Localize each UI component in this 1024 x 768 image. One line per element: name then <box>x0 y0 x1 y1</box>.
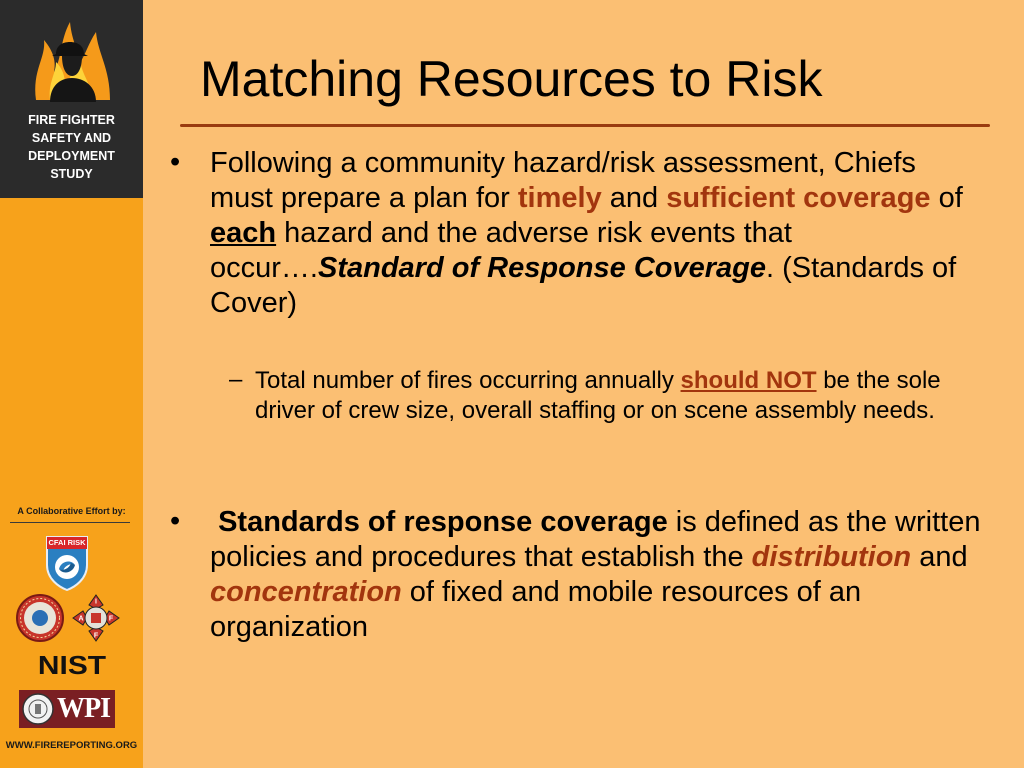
each-emphasis: each <box>210 217 277 249</box>
study-title-line: STUDY <box>50 167 93 181</box>
iaff-letter: F <box>108 615 114 623</box>
wpi-label: WPI <box>57 693 110 724</box>
slide-title: Matching Resources to Risk <box>200 51 823 107</box>
sub-bullet-text: Total number of fires occurring annually <box>255 367 681 394</box>
bullet-2 <box>210 505 1000 645</box>
standards-lead: Standards of response coverage <box>218 506 668 538</box>
study-title <box>0 111 143 183</box>
concentration-emphasis: concentration <box>210 576 402 608</box>
website-url: WWW.FIREREPORTING.ORG <box>5 740 138 751</box>
study-title-line: SAFETY AND <box>31 131 112 145</box>
iaff-letter: A <box>78 615 84 623</box>
bullet-marker: • <box>170 146 181 178</box>
nist-logo: NIST <box>37 650 107 680</box>
study-title-line: FIRE FIGHTER <box>28 113 115 127</box>
sub-bullet <box>255 366 1000 426</box>
bullet-1 <box>210 146 980 321</box>
sidebar-header <box>0 0 143 198</box>
cfai-risk-label: CFAI RISK <box>48 538 86 547</box>
iaff-maltese-cross-icon <box>71 593 121 643</box>
iaff-letter: I <box>95 598 97 606</box>
timely-emphasis: timely <box>517 182 602 214</box>
iaff-letter: F <box>93 632 99 640</box>
sidebar <box>0 0 143 768</box>
bullet-1-text: hazard and the adverse risk events that occur…. <box>210 217 792 284</box>
sufficient-coverage-emphasis: sufficient coverage <box>666 182 931 214</box>
wpi-logo <box>19 690 115 728</box>
bullet-2-text: of fixed and mobile resources of an organization <box>210 576 862 643</box>
standard-of-response-coverage: Standard of Response Coverage <box>317 252 766 284</box>
cfai-risk-logo <box>45 535 89 591</box>
study-title-line: DEPLOYMENT <box>28 149 115 163</box>
should-not-emphasis: should NOT <box>680 367 817 394</box>
bullet-2-text: and <box>911 541 968 573</box>
bullet-marker: • <box>170 505 181 537</box>
firefighter-flame-logo-icon <box>26 10 118 102</box>
distribution-emphasis: distribution <box>751 541 912 573</box>
bullet-2-text: is defined as the written policies and procedures that establish the <box>210 506 981 573</box>
collaborative-label: A Collaborative Effort by: <box>17 506 126 516</box>
title-underline <box>180 124 990 127</box>
bullet-1-text: Following a community hazard/risk assessment, Chiefs must prepare a plan for <box>210 147 916 214</box>
bullet-1-text: and <box>601 182 667 214</box>
bullet-1-text: . (Standards of Cover) <box>210 252 957 319</box>
sub-bullet-text: be the sole driver of crew size, overall staffing or on scene assembly needs. <box>255 367 941 424</box>
bullet-1-text: of <box>930 182 963 214</box>
sub-bullet-marker: – <box>229 366 243 393</box>
sidebar-divider <box>10 522 130 523</box>
iafc-seal-icon <box>15 593 65 643</box>
